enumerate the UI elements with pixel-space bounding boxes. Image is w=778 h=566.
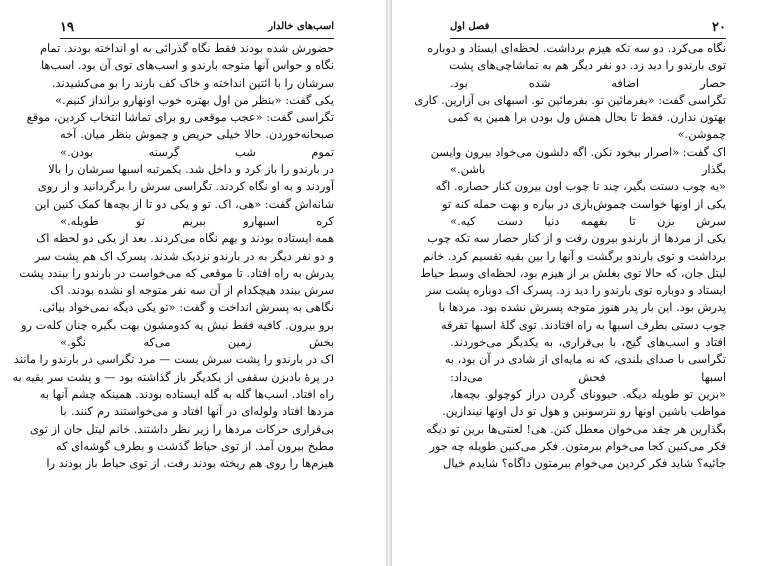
text-line: نگاه می‌کرد. دو سه تکه هیزم برداشت. لحظه‌ای ایستاد و دوباره (427, 41, 726, 55)
text-line: سرش بزن تا بفهمه دنیا دست کیه.» (450, 213, 726, 228)
text-line: لیتل جان، که حالا توی بغلش بر از هیزم بود، لحظه‌ای وسط حیاط (420, 265, 726, 280)
text-line: اک در بارندو را پشت سرش بست — مرد تگراسی در بارندو را مانند (13, 352, 334, 367)
text-line: آوردند و به او نگاه کردند. تگراسی سرش را برگردانید و از روی (37, 179, 334, 194)
text-line: حضورش شده بودند فقط نگاه گذرائی به او انداخته بودند. تمام (39, 41, 334, 55)
running-title: فصل اول (450, 21, 490, 32)
text-line: اسبها فحش می‌داد: (450, 369, 726, 384)
text-line: فکر می‌کنین کجا می‌خوام ببرمتون. فکر می‌کنین طویله چه جور (429, 438, 726, 453)
text-line: در پرهٔ بادبزن سقفی از یکدیگر باز گذاشته بود — و پشت سر بقیه به (12, 369, 334, 384)
text-line: حصار اضافه شده بود. (450, 75, 726, 90)
page-number: ۲۰ (712, 20, 726, 35)
text-line: بگذارین هر چقد می‌خوان معطل کنن. هی! لعنتی‌ها برین تو دیگه (426, 421, 726, 436)
text-line: بهتون ندارن. فقط تا بحال همش ول بودن برا همین یه کمی (447, 110, 726, 125)
text-line: «برین تو طویله دیگه. حیوونای گردن دراز کوچولو. بچه‌ها، (450, 386, 726, 401)
text-line: صبحانه‌خوردن. حالا خیلی حریص و چموش بنظر میان. آخه (60, 127, 334, 142)
text-line: و دو نفر دیگر به در بارندو نزدیک شدند. پسرک اک هم پشت سر (34, 248, 334, 263)
text-line: جائیه؟ شاید فکر کردین می‌خوام ببرمتون داگاه؟ شایدم خیال (442, 456, 726, 471)
text-line: هیزم‌ها را روی هم ریخته بودند رفت. از توی حیاط باز بودند را (46, 456, 334, 471)
text-line: در بارندو را باز کرد و داخل شد. یکمرتبه اسبها سرشان را بالا (48, 162, 334, 177)
text-line: اک گفت: «اصرار بیخود نکن. اگه دلشون می‌خواد بیرون وایسن (430, 144, 726, 159)
text-line: تگراسی گفت: «بفرمائین تو. بفرمائین تو. اسبهای بی آزارین. کاری (414, 92, 726, 107)
text-line: بی‌قراری حرکات مردها را زیر نظر داشتند. خانم لیتل جان از توی (29, 421, 334, 436)
text-line: ایستاد و دوباره توی بارندو را دید زد. پسرک اک دوباره پشت سر (425, 283, 726, 298)
text-line: یکی گفت: «بنظر من اول بهتره خوب اونهارو برانداز کنیم.» (55, 92, 334, 107)
page-header (60, 20, 334, 39)
book-page-right (0, 0, 386, 566)
text-line: مطبخ بیرون آمد. از توی حیاط گذشت و بطرف گوشه‌ای که (56, 438, 334, 453)
text-line: نگاهی به پسرش انداخت و گفت: «تو یکی دیگه نمی‌خواد بیائی. (38, 300, 334, 315)
text-line: چموشن.» (677, 127, 726, 142)
page-number: ۱۹ (60, 20, 74, 35)
text-line: پدرش به راه افتاد. تا موقعی که می‌خواست در بارندو را ببندد پشت (19, 265, 334, 280)
text-line: تموم شب گرسنه بودن.» (60, 144, 334, 159)
text-line: سرش ببندد هیچکدام از آن سه نفر متوجه او نشده بودند. اک (50, 283, 334, 298)
text-line: توی بارندو را دید زد. دو نفر دیگر هم به تماشاچی‌های پشت (449, 58, 726, 73)
text-line: تگراسی با صدای بلندی، که نه مایه‌ای از شادی در آن بود، به (444, 352, 726, 367)
text-line: مواظب باشین اونها رو نترسونین و هول تو دل اونها نیندازین. (442, 404, 726, 419)
text-line: کره اسبهارو ببریم تو طویله.» (60, 213, 334, 228)
text-line: نگاه و حواس آنها متوجه بارندو و اسب‌های توی آن بود. اسب‌ها (40, 58, 334, 73)
page-header (450, 20, 726, 39)
text-line: بخش زمین می‌که نگو.» (60, 335, 334, 350)
text-line: شانه‌اش گفت: «هی، اک. تو و یکی دو تا از بچه‌ها کمک کنین این (34, 196, 334, 211)
text-line: افتاد و اسب‌های گیج، با بی‌قراری، به یکدیگر می‌خوردند. (450, 335, 726, 350)
text-line: پدرش بود. این بار پدر هنوز متوجه پسرش نشده بود. مردها با (438, 300, 726, 315)
text-line: مردها افتاد ولوله‌ای در آنها افتاد و می‌خواستند رم کنند. با (60, 404, 334, 419)
page-body-text (12, 40, 334, 472)
text-line: یکی از اونها خواست چموش‌بازی در بیاره و بهت حمله کنه تو (441, 196, 726, 211)
text-line: راه افتاد. اسب‌ها گله به گله ایستاده بودند. همینکه چشم آنها به (39, 386, 334, 401)
text-line: چوب دستی بطرف اسبها به راه افتادند. توی گلهٔ اسبها تفرقه (440, 317, 726, 332)
page-body-text (414, 40, 726, 472)
text-line: سرشان را با ائتین انداخته و خاک کف بارند را بو می‌کشیدند. (51, 75, 334, 90)
text-line: تگراسی گفت: «عجب موقعی رو برای تماشا انتخاب کردین، موقع (26, 110, 334, 125)
text-line: «یه چوب دستت بگیر، چند تا چوب اون بیرون کنار حصاره. اگه (435, 179, 726, 194)
text-line: همه ایستاده بودند و بهم نگاه می‌کردند. بعد از یکی دو لحظه اک (36, 231, 334, 246)
text-line: یکی از مردها از بارندو بیرون رفت و از کنار حصار سه تکه چوب (427, 231, 726, 246)
text-line: برداشت و توی بارندو برگشت و آنها را بین بقیه تقسیم کرد. خانم (422, 248, 726, 263)
running-title: اسب‌های خالدار (268, 21, 334, 32)
text-line: برو بیرون. کافیه فقط نیش یه کدومشون بهت بگیره چنان کلەت رو (21, 317, 334, 332)
text-line: بگذار باشن.» (450, 162, 726, 177)
book-page-left (392, 0, 778, 566)
